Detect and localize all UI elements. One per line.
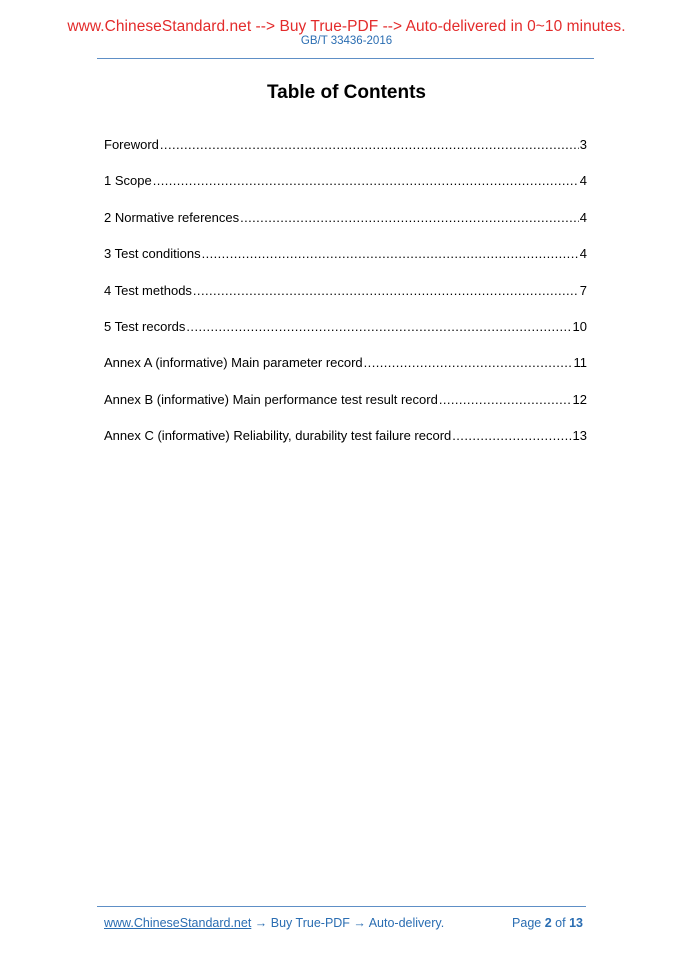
toc-entry-label: Foreword — [104, 137, 159, 152]
toc-entry-label: 2 Normative references — [104, 209, 240, 225]
footer-site-link[interactable]: www.ChineseStandard.net — [104, 916, 252, 930]
toc-entry-scope[interactable] — [104, 173, 587, 209]
toc-entry-foreword[interactable] — [104, 137, 587, 173]
dot-leader — [153, 173, 579, 188]
toc-entry-test-conditions[interactable] — [104, 246, 587, 282]
toc-entry-annex-c[interactable] — [104, 428, 587, 464]
toc-entry-page: 4 — [579, 209, 587, 225]
header-divider — [97, 58, 594, 59]
toc-entry-page: 3 — [579, 137, 587, 152]
toc-entry-page: 12 — [572, 391, 587, 407]
footer-divider — [97, 906, 586, 907]
toc-entry-label: 3 Test conditions — [104, 246, 201, 262]
toc-entry-label: Annex C (informative) Reliability, durability test failure record — [104, 428, 452, 444]
dot-leader — [186, 319, 571, 334]
toc-entry-page: 11 — [573, 355, 587, 371]
promo-banner[interactable]: www.ChineseStandard.net --> Buy True-PDF --> Auto-delivered in 0~10 minutes. — [67, 18, 626, 35]
dot-leader — [202, 246, 579, 261]
toc-entry-page: 7 — [579, 282, 587, 298]
toc-entry-page: 4 — [579, 173, 587, 189]
standard-code: GB/T 33436-2016 — [300, 35, 393, 47]
page-number — [512, 916, 583, 930]
toc-entry-page: 13 — [572, 428, 587, 444]
page-footer — [104, 916, 583, 930]
page-word: Page — [512, 916, 542, 930]
footer-promo — [104, 916, 444, 930]
toc-entry-annex-b[interactable] — [104, 392, 587, 428]
toc-entry-annex-a[interactable] — [104, 355, 587, 391]
toc-title: Table of Contents — [266, 82, 427, 103]
toc-entry-label: 4 Test methods — [104, 282, 192, 298]
toc-entry-label: 1 Scope — [104, 173, 152, 189]
dot-leader — [452, 428, 571, 443]
dot-leader — [240, 210, 579, 225]
toc-entry-page: 4 — [579, 246, 587, 262]
page-of-word: of — [555, 916, 566, 930]
toc-list — [104, 137, 587, 465]
page-total: 13 — [569, 916, 583, 930]
toc-entry-page: 10 — [572, 318, 587, 334]
dot-leader — [160, 137, 579, 152]
toc-entry-label: 5 Test records — [104, 318, 186, 334]
toc-entry-test-methods[interactable] — [104, 283, 587, 319]
dot-leader — [439, 392, 572, 407]
toc-entry-label: Annex A (informative) Main parameter record — [104, 355, 363, 371]
dot-leader — [364, 355, 573, 370]
toc-entry-test-records[interactable] — [104, 319, 587, 355]
page-current: 2 — [544, 916, 552, 930]
footer-promo-text: → Buy True-PDF → Auto-delivery. — [251, 916, 445, 930]
dot-leader — [193, 283, 579, 298]
toc-entry-label: Annex B (informative) Main performance test result record — [104, 391, 438, 407]
toc-entry-normative-references[interactable] — [104, 210, 587, 246]
